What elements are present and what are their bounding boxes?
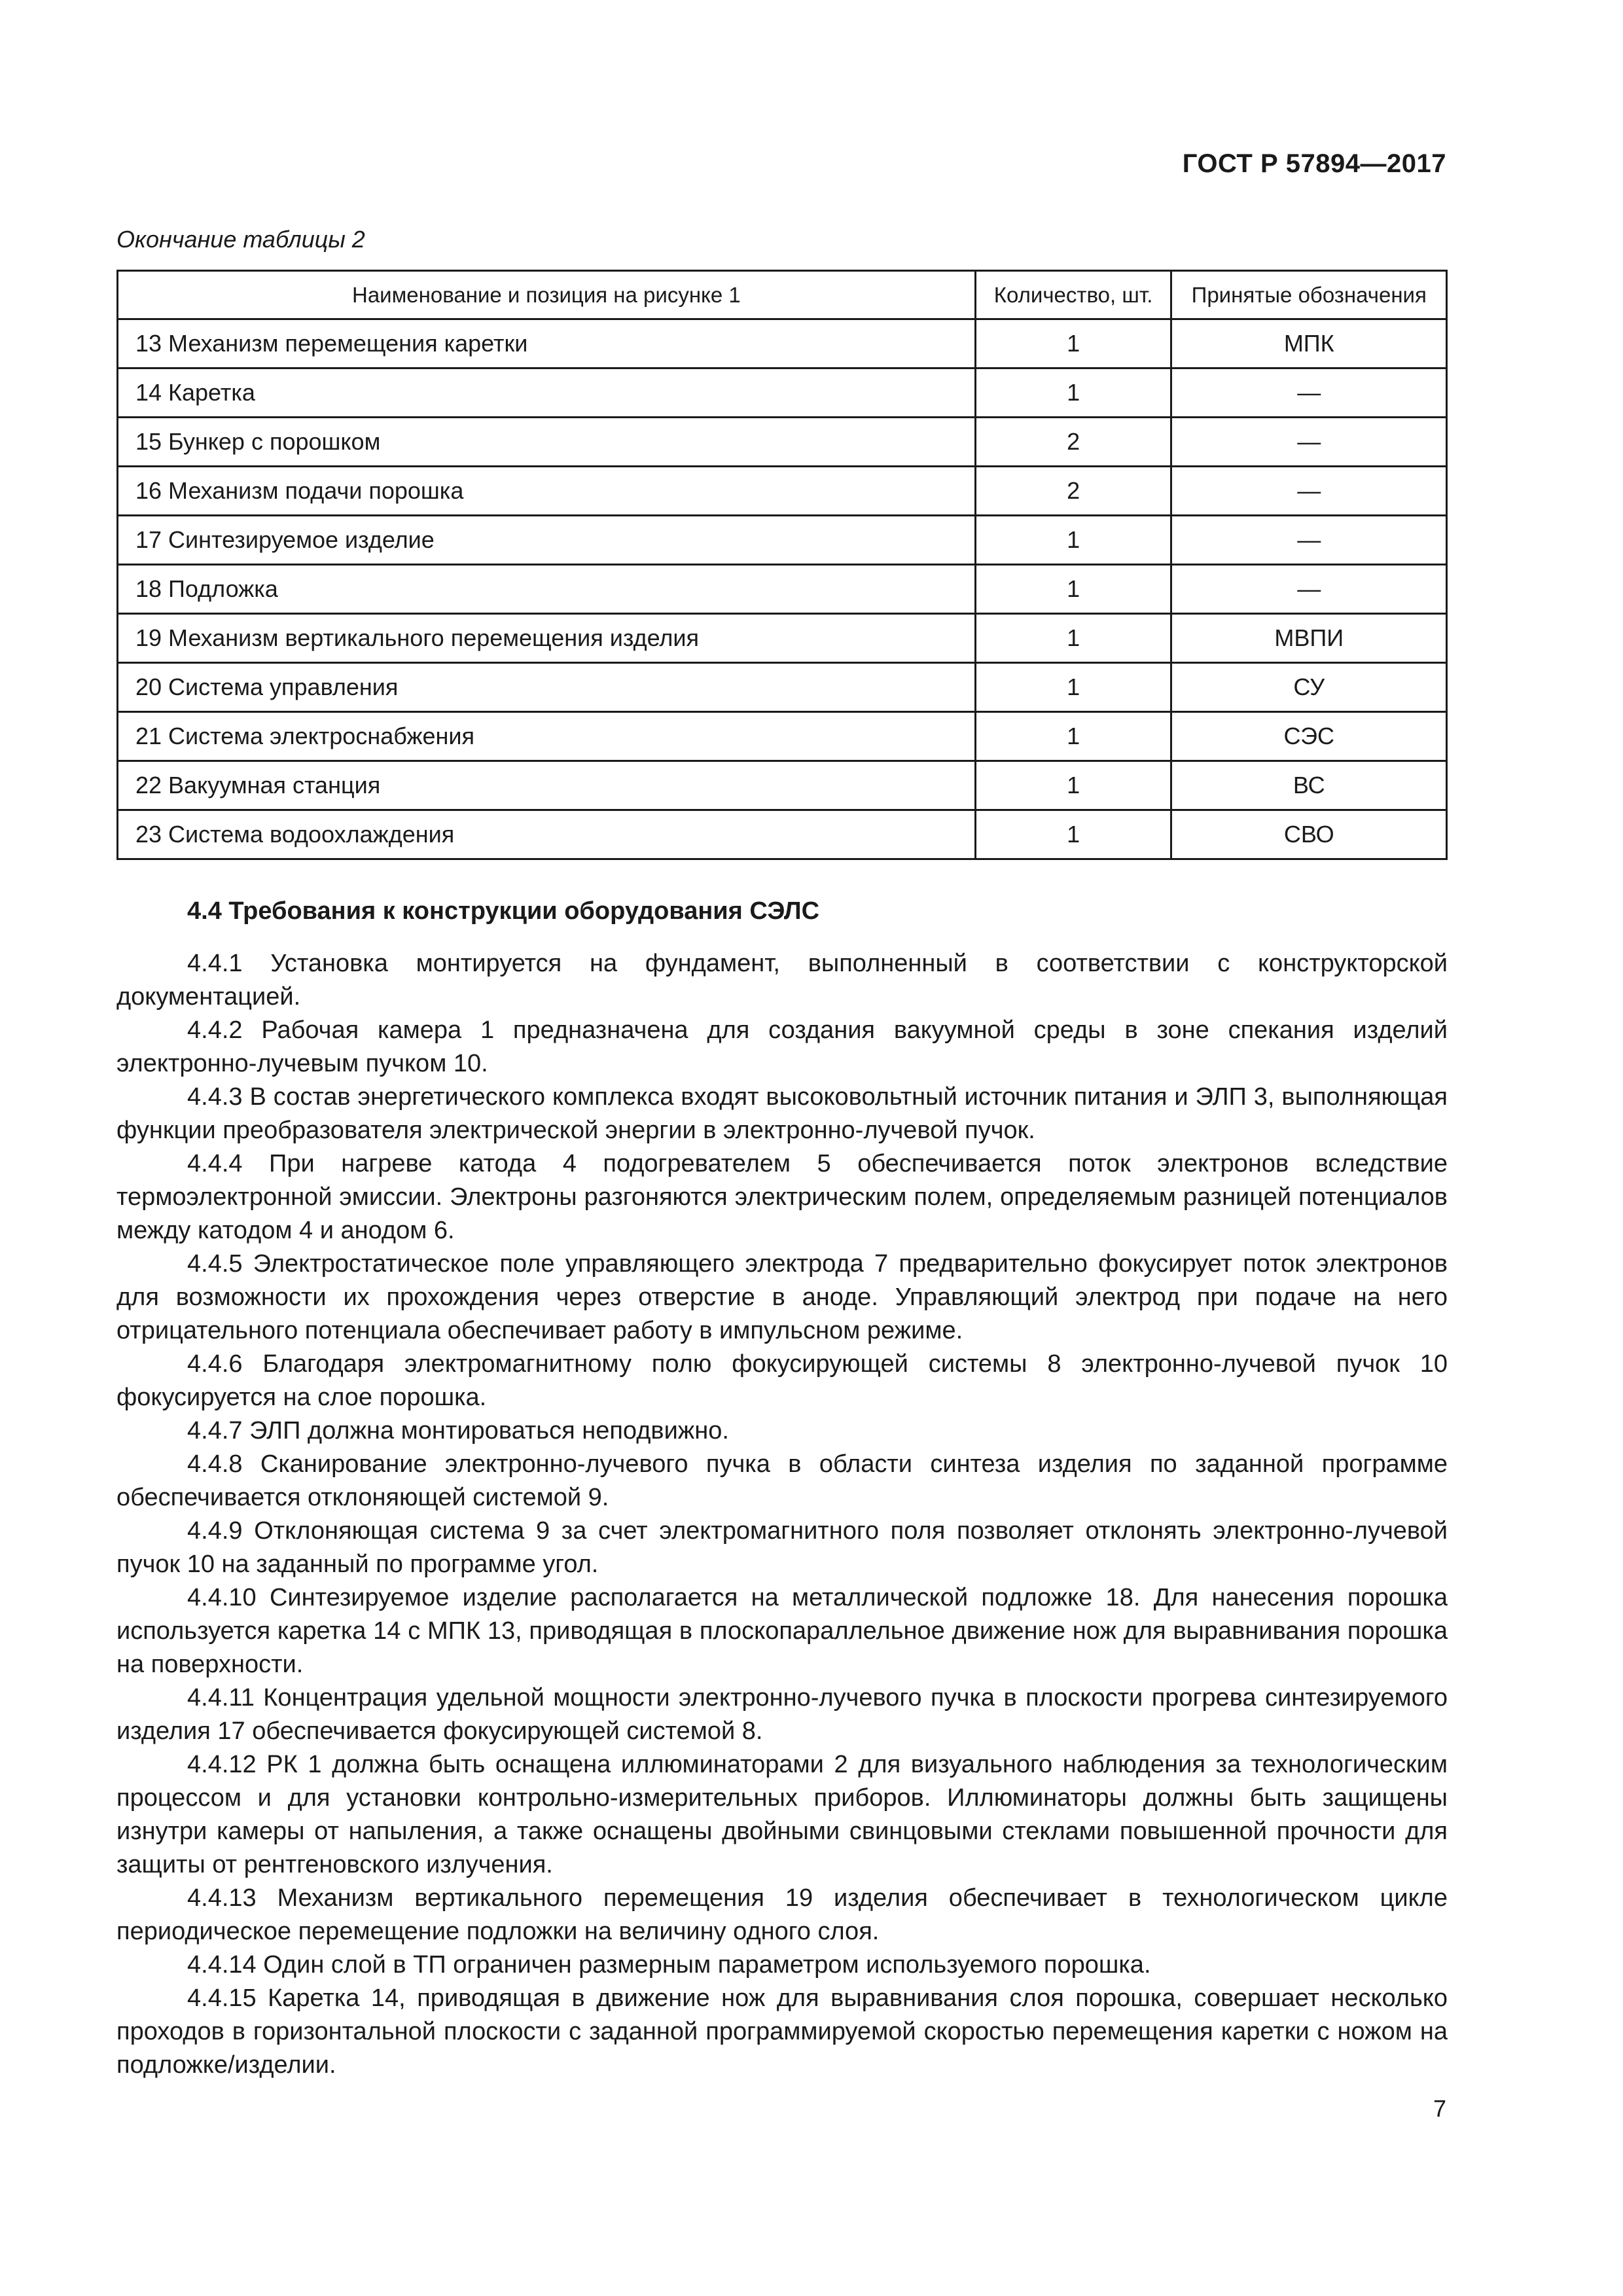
row-name: 16 Механизм подачи порошка — [118, 467, 976, 516]
row-quantity: 2 — [975, 467, 1171, 516]
row-name: 18 Подложка — [118, 565, 976, 614]
document-code: ГОСТ Р 57894—2017 — [1182, 149, 1446, 178]
row-designation: МПК — [1171, 319, 1447, 368]
row-designation: СУ — [1171, 663, 1447, 712]
row-quantity: 1 — [975, 761, 1171, 810]
table-row — [118, 761, 1447, 810]
paragraph-4-4-3: 4.4.3 В состав энергетического комплекса входят высоковольтный источник питания и ЭЛП 3, выполняющая функции преобразователя электрической энергии в электронно-лучевой пучок. — [116, 1083, 1448, 1144]
paragraph-4-4-11: 4.4.11 Концентрация удельной мощности электронно-лучевого пучка в плоскости прогрева синтезируемого изделия 17 обеспечивается фокусирующей системой 8. — [116, 1684, 1448, 1745]
row-quantity: 1 — [975, 614, 1171, 663]
column-header-designation: Принятые обозначения — [1171, 271, 1447, 319]
table-row — [118, 319, 1447, 368]
row-quantity: 1 — [975, 810, 1171, 859]
paragraph-4-4-6: 4.4.6 Благодаря электромагнитному полю фокусирующей системы 8 электронно-лучевой пучок 10 фокусируется на слое порошка. — [116, 1350, 1448, 1411]
page-number: 7 — [1433, 2095, 1446, 2122]
table-caption: Окончание таблицы 2 — [116, 226, 365, 253]
section-body — [116, 893, 1448, 2082]
table-row — [118, 368, 1447, 418]
column-header-quantity: Количество, шт. — [975, 271, 1171, 319]
row-designation: — — [1171, 368, 1447, 418]
paragraph-4-4-2: 4.4.2 Рабочая камера 1 предназначена для создания вакуумной среды в зоне спекания изделий электронно-лучевым пучком 10. — [116, 1016, 1448, 1077]
table-row — [118, 663, 1447, 712]
row-designation: — — [1171, 418, 1447, 467]
paragraph-4-4-15: 4.4.15 Каретка 14, приводящая в движение нож для выравнивания слоя порошка, совершает несколько проходов в горизонтальной плоскости с заданной программируемой скоростью перемещения каретки с ножом на подложке/изделии. — [116, 1984, 1448, 2079]
row-designation: — — [1171, 467, 1447, 516]
row-quantity: 1 — [975, 712, 1171, 761]
row-quantity: 1 — [975, 516, 1171, 565]
paragraph-4-4-5: 4.4.5 Электростатическое поле управляющего электрода 7 предварительно фокусирует поток электронов для возможности их прохождения через отверстие в аноде. Управляющий электрод при подаче на него отрицательного потенциала обеспечивает работу в импульсном режиме. — [116, 1250, 1448, 1344]
row-designation: СЭС — [1171, 712, 1447, 761]
table-row — [118, 565, 1447, 614]
row-name: 21 Система электроснабжения — [118, 712, 976, 761]
equipment-table — [116, 270, 1448, 860]
row-quantity: 2 — [975, 418, 1171, 467]
paragraph-4-4-1: 4.4.1 Установка монтируется на фундамент, выполненный в соответствии с конструкторской документацией. — [116, 950, 1448, 1011]
row-name: 20 Система управления — [118, 663, 976, 712]
row-designation: СВО — [1171, 810, 1447, 859]
paragraph-4-4-7: 4.4.7 ЭЛП должна монтироваться неподвижно. — [187, 1417, 729, 1444]
row-name: 13 Механизм перемещения каретки — [118, 319, 976, 368]
row-designation: — — [1171, 516, 1447, 565]
section-title: 4.4 Требования к конструкции оборудования СЭЛС — [187, 897, 820, 925]
row-name: 15 Бункер с порошком — [118, 418, 976, 467]
paragraph-4-4-9: 4.4.9 Отклоняющая система 9 за счет электромагнитного поля позволяет отклонять электронно-лучевой пучок 10 на заданный по программе угол. — [116, 1517, 1448, 1578]
row-designation: ВС — [1171, 761, 1447, 810]
row-name: 23 Система водоохлаждения — [118, 810, 976, 859]
row-designation: МВПИ — [1171, 614, 1447, 663]
row-quantity: 1 — [975, 565, 1171, 614]
table-row — [118, 516, 1447, 565]
column-header-name: Наименование и позиция на рисунке 1 — [118, 271, 976, 319]
row-name: 14 Каретка — [118, 368, 976, 418]
table-row — [118, 614, 1447, 663]
table-row — [118, 418, 1447, 467]
row-designation: — — [1171, 565, 1447, 614]
row-quantity: 1 — [975, 663, 1171, 712]
row-quantity: 1 — [975, 319, 1171, 368]
table-row — [118, 712, 1447, 761]
table-header-row — [118, 271, 1447, 319]
paragraph-4-4-12: 4.4.12 РК 1 должна быть оснащена иллюминаторами 2 для визуального наблюдения за технологическим процессом и для установки контрольно-измерительных приборов. Иллюминаторы должны быть защищены изнутри камеры от напыления, а также оснащены двойными свинцовыми стеклами повышенной прочности для защиты от рентгеновского излучения. — [116, 1751, 1448, 1878]
row-name: 17 Синтезируемое изделие — [118, 516, 976, 565]
row-name: 19 Механизм вертикального перемещения изделия — [118, 614, 976, 663]
row-name: 22 Вакуумная станция — [118, 761, 976, 810]
table-row — [118, 467, 1447, 516]
paragraph-4-4-14: 4.4.14 Один слой в ТП ограничен размерным параметром используемого порошка. — [187, 1951, 1151, 1979]
paragraph-4-4-13: 4.4.13 Механизм вертикального перемещения 19 изделия обеспечивает в технологическом цикле периодическое перемещение подложки на величину одного слоя. — [116, 1884, 1448, 1945]
paragraph-4-4-10: 4.4.10 Синтезируемое изделие располагается на металлической подложке 18. Для нанесения порошка используется каретка 14 с МПК 13, приводящая в плоскопараллельное движение нож для выравнивания порошка на поверхности. — [116, 1584, 1448, 1678]
table-row — [118, 810, 1447, 859]
paragraph-4-4-8: 4.4.8 Сканирование электронно-лучевого пучка в области синтеза изделия по заданной программе обеспечивается отклоняющей системой 9. — [116, 1450, 1448, 1511]
paragraph-4-4-4: 4.4.4 При нагреве катода 4 подогревателем 5 обеспечивается поток электронов вследствие термоэлектронной эмиссии. Электроны разгоняются электрическим полем, определяемым разницей потенциалов между катодом 4 и анодом 6. — [116, 1150, 1448, 1244]
row-quantity: 1 — [975, 368, 1171, 418]
